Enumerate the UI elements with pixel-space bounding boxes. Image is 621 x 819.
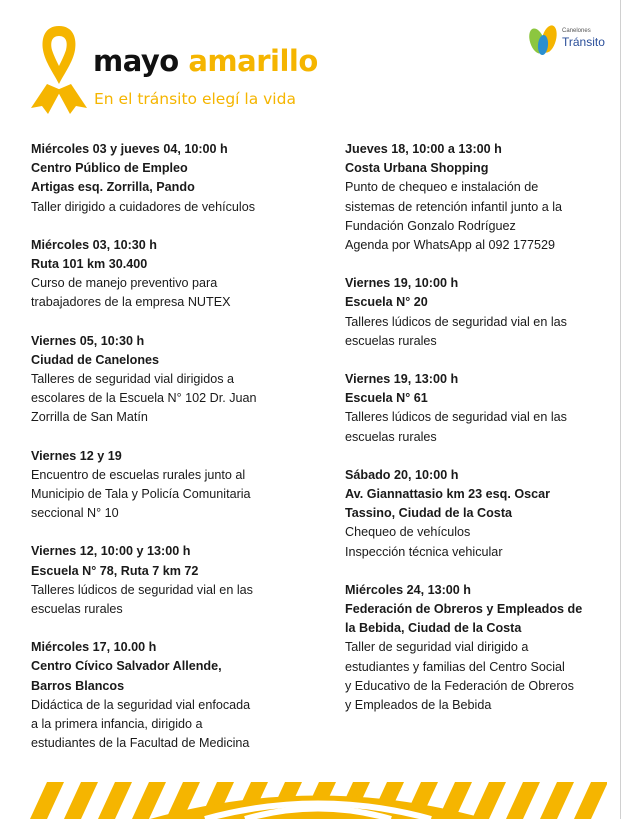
- event-location: Federación de Obreros y Empleados de: [345, 602, 583, 617]
- event-date: Viernes 12, 10:00 y 13:00 h: [31, 544, 191, 559]
- event-description: seccional N° 10: [31, 506, 119, 521]
- event-description: Talleres de seguridad vial dirigidos a: [31, 372, 235, 387]
- event-location: Escuela N° 61: [345, 391, 428, 406]
- event-block: [31, 332, 321, 428]
- event-block: [345, 370, 610, 447]
- event-description: trabajadores de la empresa NUTEX: [31, 295, 231, 310]
- event-description: Municipio de Tala y Policía Comunitaria: [31, 487, 251, 502]
- event-date: Viernes 19, 13:00 h: [345, 372, 459, 387]
- event-description: y Empleados de la Bebida: [345, 698, 492, 713]
- event-location: Artigas esq. Zorrilla, Pando: [31, 180, 195, 195]
- event-location: Costa Urbana Shopping: [345, 161, 489, 176]
- event-date: Viernes 12 y 19: [31, 448, 122, 463]
- event-location: Ciudad de Canelones: [31, 352, 160, 367]
- decorative-stripes: [30, 782, 607, 819]
- event-description: Talleres lúdicos de seguridad vial en las: [345, 410, 567, 425]
- event-description: estudiantes y familias del Centro Social: [345, 659, 565, 674]
- event-location: la Bebida, Ciudad de la Costa: [345, 621, 522, 636]
- event-description: estudiantes de la Facultad de Medicina: [31, 736, 250, 751]
- event-description: Fundación Gonzalo Rodríguez: [345, 218, 516, 233]
- event-date: Miércoles 24, 13:00 h: [345, 582, 472, 597]
- event-location: Tassino, Ciudad de la Costa: [345, 506, 513, 521]
- event-location: Centro Cívico Salvador Allende,: [31, 659, 222, 674]
- awareness-ribbon-icon: [28, 22, 90, 114]
- event-description: escuelas rurales: [345, 429, 437, 444]
- event-block: [345, 466, 610, 562]
- event-location: Escuela N° 20: [345, 295, 428, 310]
- event-block: [345, 581, 610, 715]
- event-block: [31, 140, 321, 217]
- title-word-amarillo: amarillo: [188, 44, 318, 78]
- event-location: Centro Público de Empleo: [31, 161, 188, 176]
- event-description: escuelas rurales: [31, 602, 123, 617]
- event-description: escuelas rurales: [345, 333, 437, 348]
- event-date: Miércoles 17, 10.00 h: [31, 640, 157, 655]
- event-date: Miércoles 03 y jueves 04, 10:00 h: [31, 142, 228, 156]
- event-description: Inspección técnica vehicular: [345, 544, 503, 559]
- event-description: Talleres lúdicos de seguridad vial en las: [31, 582, 253, 597]
- logo-text-transito: Tránsito: [562, 35, 605, 49]
- event-date: Jueves 18, 10:00 a 13:00 h: [345, 142, 502, 156]
- event-location: Av. Giannattasio km 23 esq. Oscar: [345, 487, 551, 502]
- event-description: Talleres lúdicos de seguridad vial en las: [345, 314, 567, 329]
- title-word-mayo: mayo: [93, 44, 179, 78]
- event-description: y Educativo de la Federación de Obreros: [345, 678, 574, 693]
- logo-text-canelones: Canelones: [562, 28, 591, 34]
- event-location: Barros Blancos: [31, 678, 125, 693]
- event-description: a la primera infancia, dirigido a: [31, 717, 203, 732]
- page-subtitle: En el tránsito elegí la vida: [94, 90, 296, 108]
- event-block: [345, 274, 610, 351]
- event-block: [31, 638, 321, 753]
- event-description: Encuentro de escuelas rurales junto al: [31, 467, 246, 482]
- event-date: Viernes 05, 10:30 h: [31, 333, 145, 348]
- event-description: sistemas de retención infantil junto a la: [345, 199, 563, 214]
- event-location: Ruta 101 km 30.400: [31, 257, 148, 272]
- event-description: escolares de la Escuela N° 102 Dr. Juan: [31, 391, 257, 406]
- event-date: Sábado 20, 10:00 h: [345, 467, 459, 482]
- event-location: Escuela N° 78, Ruta 7 km 72: [31, 563, 199, 578]
- event-description: Chequeo de vehículos: [345, 525, 471, 540]
- page-title: [93, 44, 318, 78]
- events-column-right: [345, 140, 610, 734]
- event-block: [345, 140, 610, 255]
- event-description: Curso de manejo preventivo para: [31, 276, 218, 291]
- event-description: Zorrilla de San Matín: [31, 410, 148, 425]
- event-description: Agenda por WhatsApp al 092 177529: [345, 238, 556, 253]
- event-block: [31, 447, 321, 524]
- event-description: Taller de seguridad vial dirigido a: [345, 640, 529, 655]
- event-date: Viernes 19, 10:00 h: [345, 276, 459, 291]
- event-block: [31, 236, 321, 313]
- event-description: Punto de chequeo e instalación de: [345, 180, 539, 195]
- event-block: [31, 542, 321, 619]
- event-date: Miércoles 03, 10:30 h: [31, 237, 158, 252]
- event-description: Didáctica de la seguridad vial enfocada: [31, 697, 251, 712]
- events-column-left: [31, 140, 321, 772]
- event-description: Taller dirigido a cuidadores de vehículos: [31, 199, 256, 214]
